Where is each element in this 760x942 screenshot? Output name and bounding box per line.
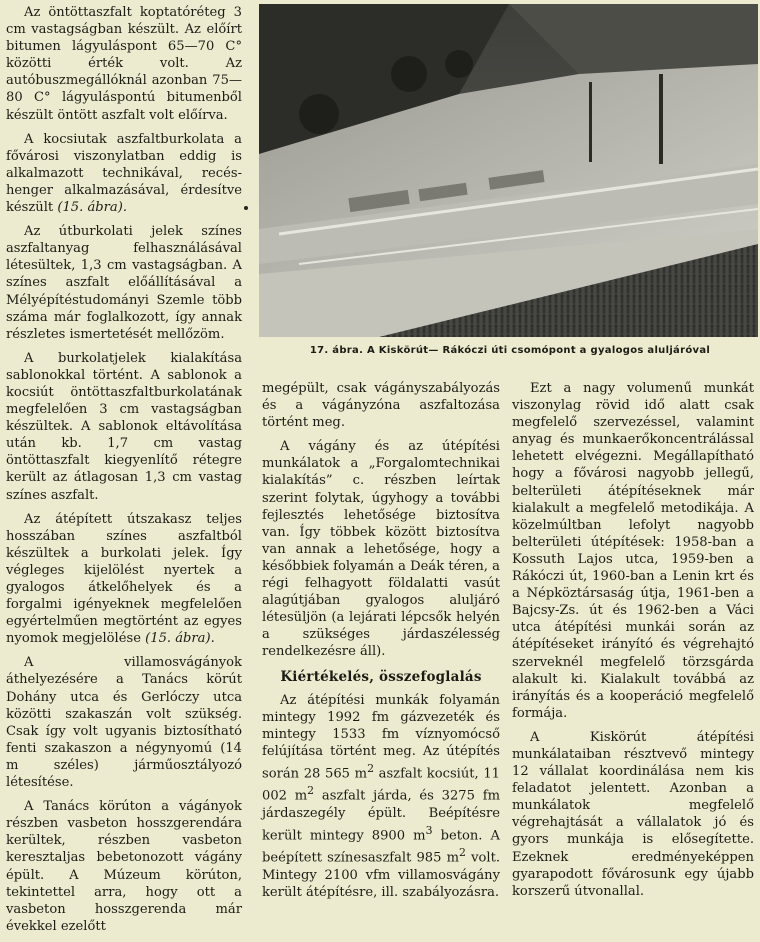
margin-dot — [244, 206, 248, 210]
photo-kiskorut-rakoczi-junction — [259, 4, 758, 337]
superscript: 3 — [425, 823, 433, 837]
figure-reference: (15. ábra). — [57, 200, 127, 216]
paragraph: Az útburkolati jelek színes aszfaltanyag felhasználásával létesültek, 1,3 cm vastagságban. A színes aszfalt előállításával a Mélyépítéstudományi Szemle több száma már foglalkozott, így annak részletes ismertetését mellőzöm. — [6, 224, 242, 342]
section-heading: Kiértékelés, összefoglalás — [280, 668, 482, 685]
paragraph: megépült, csak vágányszabályozás és a vágányzóna aszfaltozása történt meg. — [262, 381, 500, 431]
paragraph: Ezt a nagy volumenű munkát viszonylag rövid idő alatt csak megfelelő szervezéssel, valamint anyag és munkaerőkoncentrálással lehetett elvégezni. Megállapítható hogy a fővárosi nagyobb jellegű, belterületi átépítéseknek már kialakult a megfelelő metodikája. A közelmúltban lefolyt nagyobb belterületi útépítések: 1958-ban a Kossuth Lajos utca, 1959-ben a Rákóczi út, 1960-ban a Lenin krt és a Népköztársaság útja, 1961-ben a Bajcsy-Zs. út és 1962-ben a Váci utca átépítési munkái során az átépítéseket irányító és végrehajtó szerveknél megfelelő törzsgárda alakult ki. Kialakult továbbá az irányítás és a kooperáció megfelelő formája. — [512, 381, 754, 721]
paragraph — [6, 131, 242, 216]
paragraph: A burkolatjelek kialakítása sablonokkal történt. A sablonok a kocsiút öntöttaszfaltburkolatának megfelelően 3 cm vastagságban készültek. A sablonok eltávolítása után kb. 1,7 cm vastag öntöttaszfalt kiegyenlítő rétegre került az átlagosan 1,3 cm vastag színes aszfalt. — [6, 350, 242, 503]
superscript: 2 — [367, 761, 375, 775]
paragraph: A villamosvágányok áthelyezésére a Tanács körút Dohány utca és Gerlóczy utca közötti szakaszán volt szükség. Csak így volt ugyanis biztosítható fenti szakaszon a négynyomú (14 m széles) járműosztályozó létesítése. — [6, 655, 242, 791]
paragraph-summary — [262, 692, 500, 901]
summary-text: Az átépítési munkák folyamán mintegy 1992 fm gázvezeték és mintegy 1533 fm víznyomócső felújítása történt meg. Az útépítés során 28 565 m — [262, 692, 500, 782]
text-column-left — [6, 4, 242, 942]
paragraph: Az öntöttaszfalt koptatóréteg 3 cm vastagságban készült. Az előírt bitumen lágyuláspont 65—70 C° közötti érték volt. Az autóbuszmegállóknál azonban 75—80 C° lágyuláspontú bitumenből készült öntött aszfalt volt előírva. — [6, 5, 242, 123]
figure-caption: 17. ábra. A Kiskörút— Rákóczi úti csomópont a gyalogos aluljáróval — [309, 345, 711, 356]
superscript: 2 — [307, 784, 315, 798]
figure-reference: (15. ábra). — [145, 631, 215, 647]
text-column-right — [512, 380, 754, 907]
superscript: 2 — [459, 846, 466, 860]
paragraph-text: A kocsiutak aszfaltburkolata a fővárosi viszonylatban eddig is alkalmazott technikával, recés-henger alkalmazásával, érdesítve készült — [6, 131, 242, 216]
summary-text: aszfalt kocsiút, 11 002 m — [262, 766, 500, 804]
summary-text: beton. A beépített színesaszfalt 985 m — [262, 828, 500, 866]
summary-text: aszfalt járda, és 3275 fm járdaszegély épült. Beépítésre került mintegy 8900 m — [262, 788, 500, 844]
text-column-middle — [262, 380, 500, 908]
paragraph: A Kiskörút átépítési munkálataiban résztvevő mintegy 12 vállalat koordinálása nem kis feladatot jelentett. Azonban a munkálatok megfelelő végrehajtását a vállalatok jó és gyors munkája is elősegítette. Ezeknek eredményeképpen gyarapodott fővárosunk egy újabb korszerű útvonallal. — [512, 729, 754, 899]
paragraph — [6, 511, 242, 648]
summary-text: volt. Mintegy 2100 vfm villamosvágány került átépítésre, ill. szabályozásra. — [262, 850, 500, 900]
paragraph: A vágány és az útépítési munkálatok a „Forgalomtechnikai kialakítás” c. részben leírtak szerint folytak, úgyhogy a további fejlesztés lehetősége biztosítva van. Így többek között biztosítva van annak a lehetősége, hogy a későbbiek folyamán a Deák téren, a régi felhagyott földalatti vasút alagútjában gyalogos aluljáró létesüljön (a lejárati lépcsők helyén a szükséges járdaszélesség rendelkezésre áll). — [262, 439, 500, 660]
paragraph-text: Az átépített útszakasz teljes hosszában színes aszfaltból készültek a burkolati jelek. Így végleges kijelölést nyertek a gyalogos átkelőhelyek és a forgalmi igényeknek megfelelően egyértelműen megtörtént az egyes nyomok megjelölése — [6, 511, 242, 647]
paragraph: A Tanács körúton a vágányok részben vasbeton hosszgerendára kerültek, részben vasbeton keresztaljas bebetonozott vágány épült. A Múzeum körúton, tekintettel arra, hogy ott a vasbeton hosszgerenda már évekkel ezelőtt — [6, 799, 242, 934]
